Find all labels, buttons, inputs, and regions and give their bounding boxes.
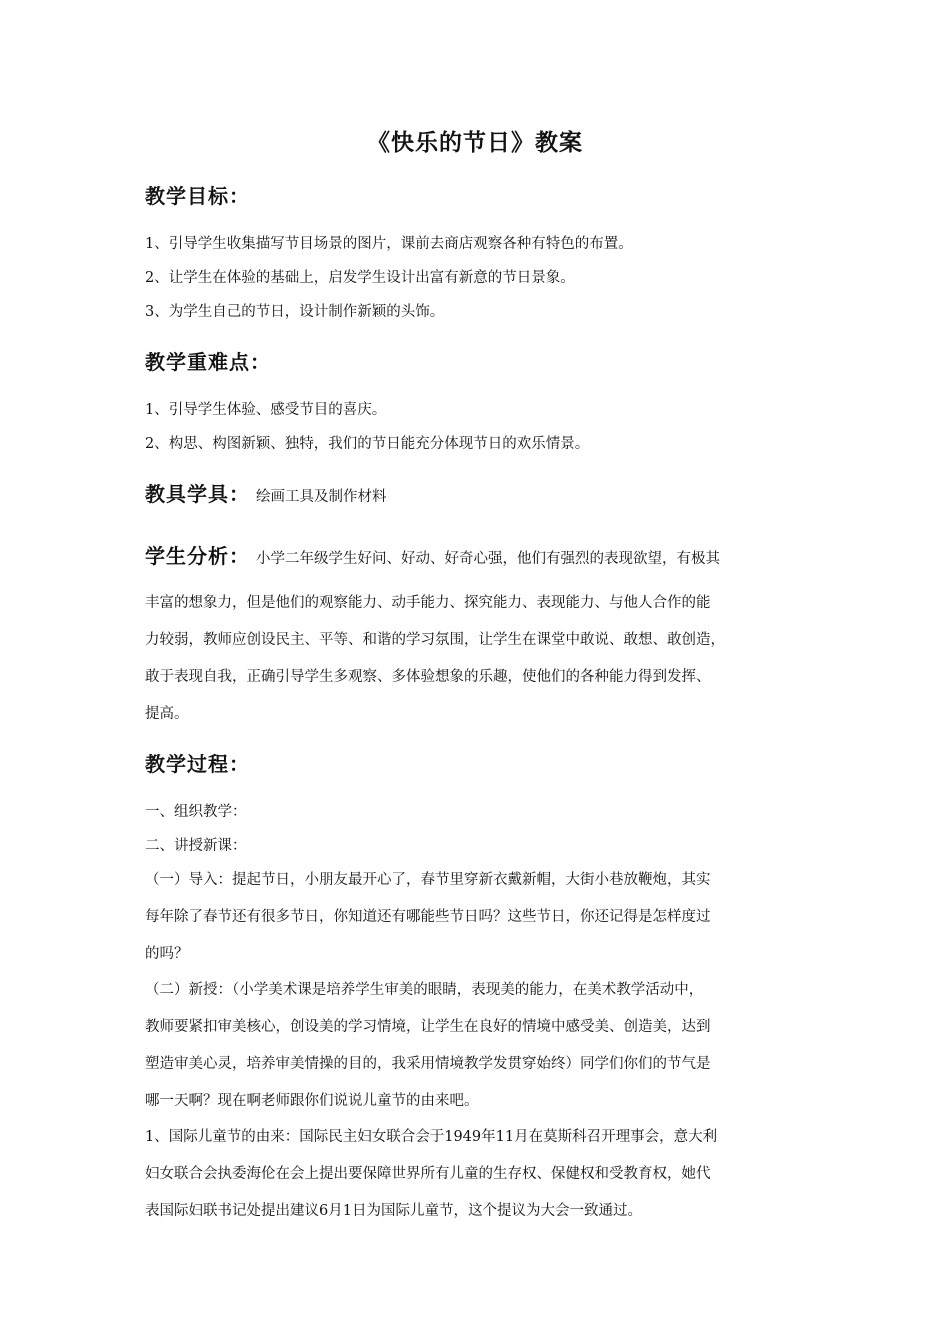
analysis-heading: 学生分析： bbox=[145, 544, 250, 568]
tools-text: 绘画工具及制作材料 bbox=[256, 489, 387, 505]
analysis-line-2: 力较弱，教师应创设民主、平等、和谐的学习氛围，让学生在课堂中敢说、敢想、敢创造， bbox=[145, 632, 725, 648]
tools-section bbox=[145, 478, 387, 507]
analysis-line-1: 丰富的想象力，但是他们的观察能力、动手能力、探究能力、表现能力、与他人合作的能 bbox=[145, 595, 711, 611]
objective-item-1: 1、引导学生收集描写节目场景的图片，课前去商店观察各种有特色的布置。 bbox=[145, 236, 633, 252]
childrens-day-line-2: 妇女联合会执委海伦在会上提出要保障世界所有儿童的生存权、保健权和受教育权，她代 bbox=[145, 1166, 711, 1182]
analysis-line-4: 提高。 bbox=[145, 706, 189, 722]
intro-line-1: （一）导入：提起节日，小朋友最开心了，春节里穿新衣戴新帽，大街小巷放鞭炮，其实 bbox=[145, 872, 711, 888]
objective-item-3: 3、为学生自己的节日，设计制作新颖的头饰。 bbox=[145, 304, 445, 320]
tools-heading: 教具学具： bbox=[145, 482, 250, 506]
process-heading: 教学过程： bbox=[145, 752, 250, 776]
new-lesson-line-1: （二）新授：（小学美术课是培养学生审美的眼睛，表现美的能力，在美术教学活动中， bbox=[145, 982, 704, 998]
process-step-1: 一、组织教学： bbox=[145, 804, 247, 820]
intro-line-3: 的吗？ bbox=[145, 946, 189, 962]
childrens-day-line-3: 表国际妇联书记处提出建议6月1日为国际儿童节，这个提议为大会一致通过。 bbox=[145, 1203, 642, 1219]
key-points-heading: 教学重难点： bbox=[145, 350, 271, 374]
key-point-item-2: 2、构思、构图新颖、独特，我们的节日能充分体现节日的欢乐情景。 bbox=[145, 436, 590, 452]
process-step-2: 二、讲授新课： bbox=[145, 838, 247, 854]
intro-line-2: 每年除了春节还有很多节日，你知道还有哪能些节日吗？这些节日，你还记得是怎样度过 bbox=[145, 909, 711, 925]
page-title: 《快乐的节日》教案 bbox=[367, 130, 583, 156]
analysis-section bbox=[145, 540, 720, 569]
new-lesson-line-3: 塑造审美心灵，培养审美情操的目的，我采用情境教学发贯穿始终）同学们你们的节气是 bbox=[145, 1056, 711, 1072]
childrens-day-line-1: 1、国际儿童节的由来：国际民主妇女联合会于1949年11月在莫斯科召开理事会，意大利 bbox=[145, 1129, 718, 1145]
analysis-first-line: 小学二年级学生好问、好动、好奇心强，他们有强烈的表现欲望，有极其 bbox=[256, 551, 720, 567]
key-point-item-1: 1、引导学生体验、感受节目的喜庆。 bbox=[145, 402, 387, 418]
analysis-line-3: 敢于表现自我，正确引导学生多观察、多体验想象的乐趣，使他们的各种能力得到发挥、 bbox=[145, 669, 711, 685]
new-lesson-line-4: 哪一天啊？现在啊老师跟你们说说儿童节的由来吧。 bbox=[145, 1093, 479, 1109]
objective-item-2: 2、让学生在体验的基础上，启发学生设计出富有新意的节日景象。 bbox=[145, 270, 575, 286]
new-lesson-line-2: 教师要紧扣审美核心，创设美的学习情境，让学生在良好的情境中感受美、创造美，达到 bbox=[145, 1019, 711, 1035]
objectives-heading: 教学目标： bbox=[145, 184, 250, 208]
